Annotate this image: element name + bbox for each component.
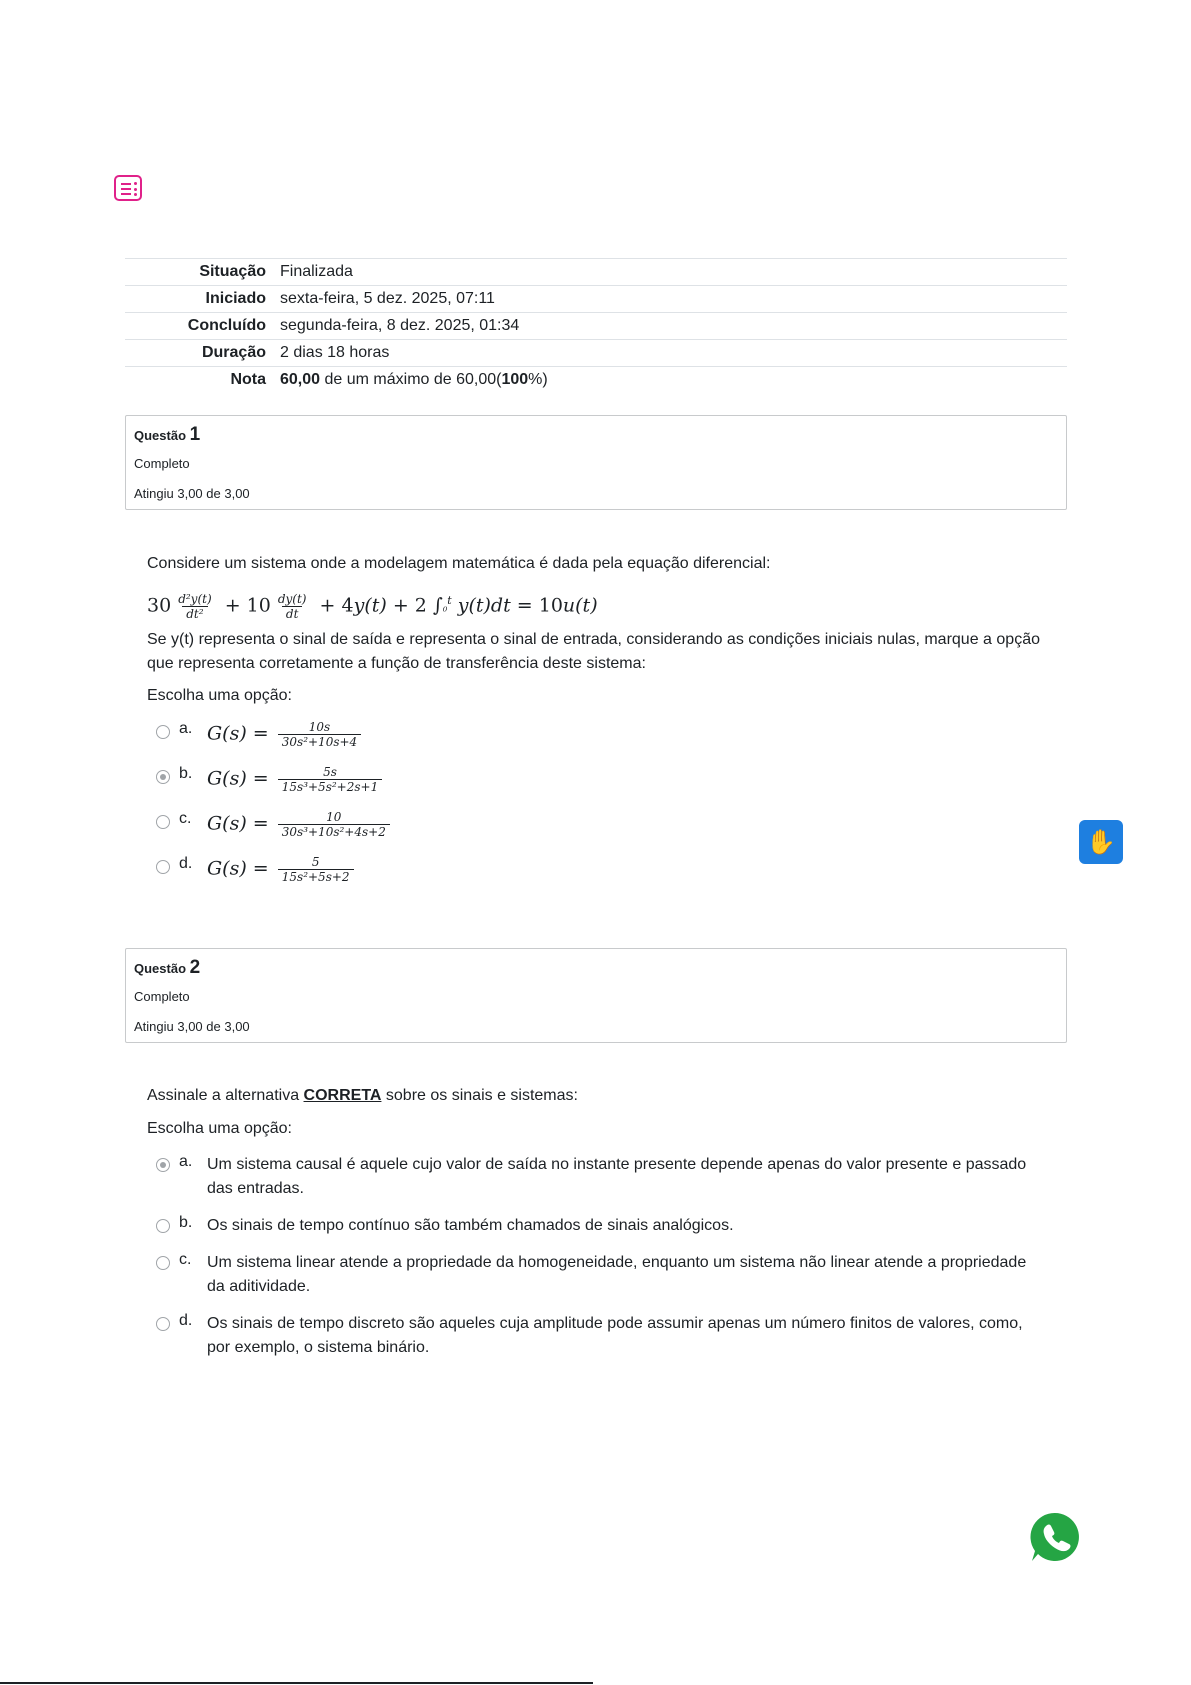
question-1-intro: Considere um sistema onde a modelagem matemática é dada pela equação diferencial:	[147, 555, 771, 572]
radio-button[interactable]	[156, 1317, 170, 1331]
radio-button[interactable]	[156, 1256, 170, 1270]
option-letter: d.	[179, 1312, 193, 1329]
summary-row-duration	[125, 340, 1067, 367]
formula-numerator: 5s	[323, 765, 337, 779]
question-2-intro	[147, 1084, 1047, 1108]
option-letter: c.	[179, 810, 192, 827]
question-1-prompt: Escolha uma opção:	[147, 687, 292, 704]
grade-value	[280, 367, 1067, 394]
option-letter: b.	[179, 765, 193, 782]
question-2-prompt: Escolha uma opção:	[147, 1120, 292, 1137]
summary-label: Duração	[125, 340, 280, 367]
question-label: Questão	[134, 428, 187, 443]
question-grade: Atingiu 3,00 de 3,00	[134, 486, 250, 501]
option-letter: b.	[179, 1214, 193, 1231]
summary-value: sexta-feira, 5 dez. 2025, 07:11	[280, 286, 1067, 313]
intro-text-end: sobre os sinais e sistemas:	[381, 1087, 578, 1104]
whatsapp-icon[interactable]	[1028, 1510, 1082, 1564]
q2-option-d[interactable]	[156, 1312, 1046, 1360]
question-grade: Atingiu 3,00 de 3,00	[134, 1019, 250, 1034]
question-number-value: 2	[189, 957, 201, 978]
formula-numerator: 5	[311, 855, 320, 869]
intro-text: Assinale a alternativa	[147, 1087, 304, 1104]
question-2-info	[125, 948, 1067, 1043]
q1-option-d[interactable]	[156, 855, 1046, 884]
question-1-info	[125, 415, 1067, 510]
grade-percent: 100	[501, 371, 529, 389]
grade-score: 60,00	[280, 371, 321, 389]
question-1-body: Se y(t) representa o sinal de saída e representa o sinal de entrada, considerando as condições iniciais nulas, marque a opção que representa corretamente a função de transferência deste sistema:	[147, 631, 1040, 672]
radio-button[interactable]	[156, 1219, 170, 1233]
q1-option-a[interactable]	[156, 720, 1046, 749]
question-number	[134, 424, 1058, 446]
summary-value: Finalizada	[280, 259, 1067, 286]
question-state: Completo	[134, 456, 190, 471]
summary-row-started	[125, 286, 1067, 313]
formula-numerator: 10	[326, 810, 342, 824]
summary-value: segunda-feira, 8 dez. 2025, 01:34	[280, 313, 1067, 340]
question-state: Completo	[134, 989, 190, 1004]
option-letter: d.	[179, 855, 193, 872]
question-label: Questão	[134, 961, 187, 976]
radio-button-selected[interactable]	[156, 1158, 170, 1172]
option-letter: a.	[179, 1153, 193, 1170]
formula-denominator: 15s³+5s²+2s+1	[278, 779, 382, 794]
option-formula: G(s) = $\frac{5s}{\text{15s³+5s²+2s+1}}$	[207, 765, 385, 794]
option-text: Um sistema linear atende a propriedade da homogeneidade, enquanto um sistema não linear atende a propriedade da aditividade.	[207, 1254, 1027, 1295]
option-formula: G(s) = $\frac{10s}{\text{30s²+10s+4}}$	[207, 720, 364, 749]
formula-denominator: 30s²+10s+4	[278, 734, 361, 749]
sign-language-icon: ✋	[1086, 828, 1116, 856]
option-formula: G(s) = $\frac{5}{\text{15s²+5s+2}}$	[207, 855, 357, 884]
radio-button[interactable]	[156, 725, 170, 739]
summary-label: Iniciado	[125, 286, 280, 313]
quiz-navigation-icon[interactable]	[114, 175, 142, 201]
q2-option-b[interactable]	[156, 1214, 1046, 1238]
question-number	[134, 957, 1058, 979]
q2-option-c[interactable]	[156, 1251, 1046, 1299]
radio-button[interactable]	[156, 860, 170, 874]
formula-denominator: 30s³+10s²+4s+2	[278, 824, 390, 839]
summary-row-grade	[125, 367, 1067, 394]
option-text: Os sinais de tempo discreto são aqueles cuja amplitude pode assumir apenas um número finitos de valores, como, por exemplo, o sistema binário.	[207, 1315, 1023, 1356]
radio-button-selected[interactable]	[156, 770, 170, 784]
summary-row-completed	[125, 313, 1067, 340]
q1-option-b[interactable]	[156, 765, 1046, 794]
option-formula: G(s) = $\frac{10}{\text{30s³+10s²+4s+2}}$	[207, 810, 393, 839]
q2-option-a[interactable]	[156, 1153, 1046, 1201]
summary-label: Situação	[125, 259, 280, 286]
summary-label: Concluído	[125, 313, 280, 340]
q1-option-c[interactable]	[156, 810, 1046, 839]
option-letter: a.	[179, 720, 193, 737]
summary-row-state	[125, 259, 1067, 286]
sign-language-button[interactable]	[1079, 820, 1123, 864]
option-letter: c.	[179, 1251, 192, 1268]
formula-denominator: 15s²+5s+2	[278, 869, 354, 884]
grade-text: de um máximo de 60,00(	[320, 371, 502, 389]
summary-label: Nota	[125, 367, 280, 394]
grade-text-end: %)	[528, 371, 548, 389]
attempt-summary-table	[125, 258, 1067, 394]
page-bottom-divider	[0, 1682, 593, 1684]
radio-button[interactable]	[156, 815, 170, 829]
option-text: Um sistema causal é aquele cujo valor de saída no instante presente depende apenas do valor presente e passado das entradas.	[207, 1156, 1027, 1197]
summary-value: 2 dias 18 horas	[280, 340, 1067, 367]
option-text: Os sinais de tempo contínuo são também chamados de sinais analógicos.	[207, 1217, 734, 1234]
intro-emphasis: CORRETA	[303, 1087, 382, 1104]
formula-numerator: 10s	[308, 720, 331, 734]
differential-equation: 30 $\frac{\text{d²y(t)}}{\text{dt²}}$ + 10 $\frac{dy(t)}{dt}$ + 4y(t) + 2 ∫₀$^t$ y(t)dt = 10u(t)	[147, 591, 598, 621]
question-number-value: 1	[189, 424, 201, 445]
